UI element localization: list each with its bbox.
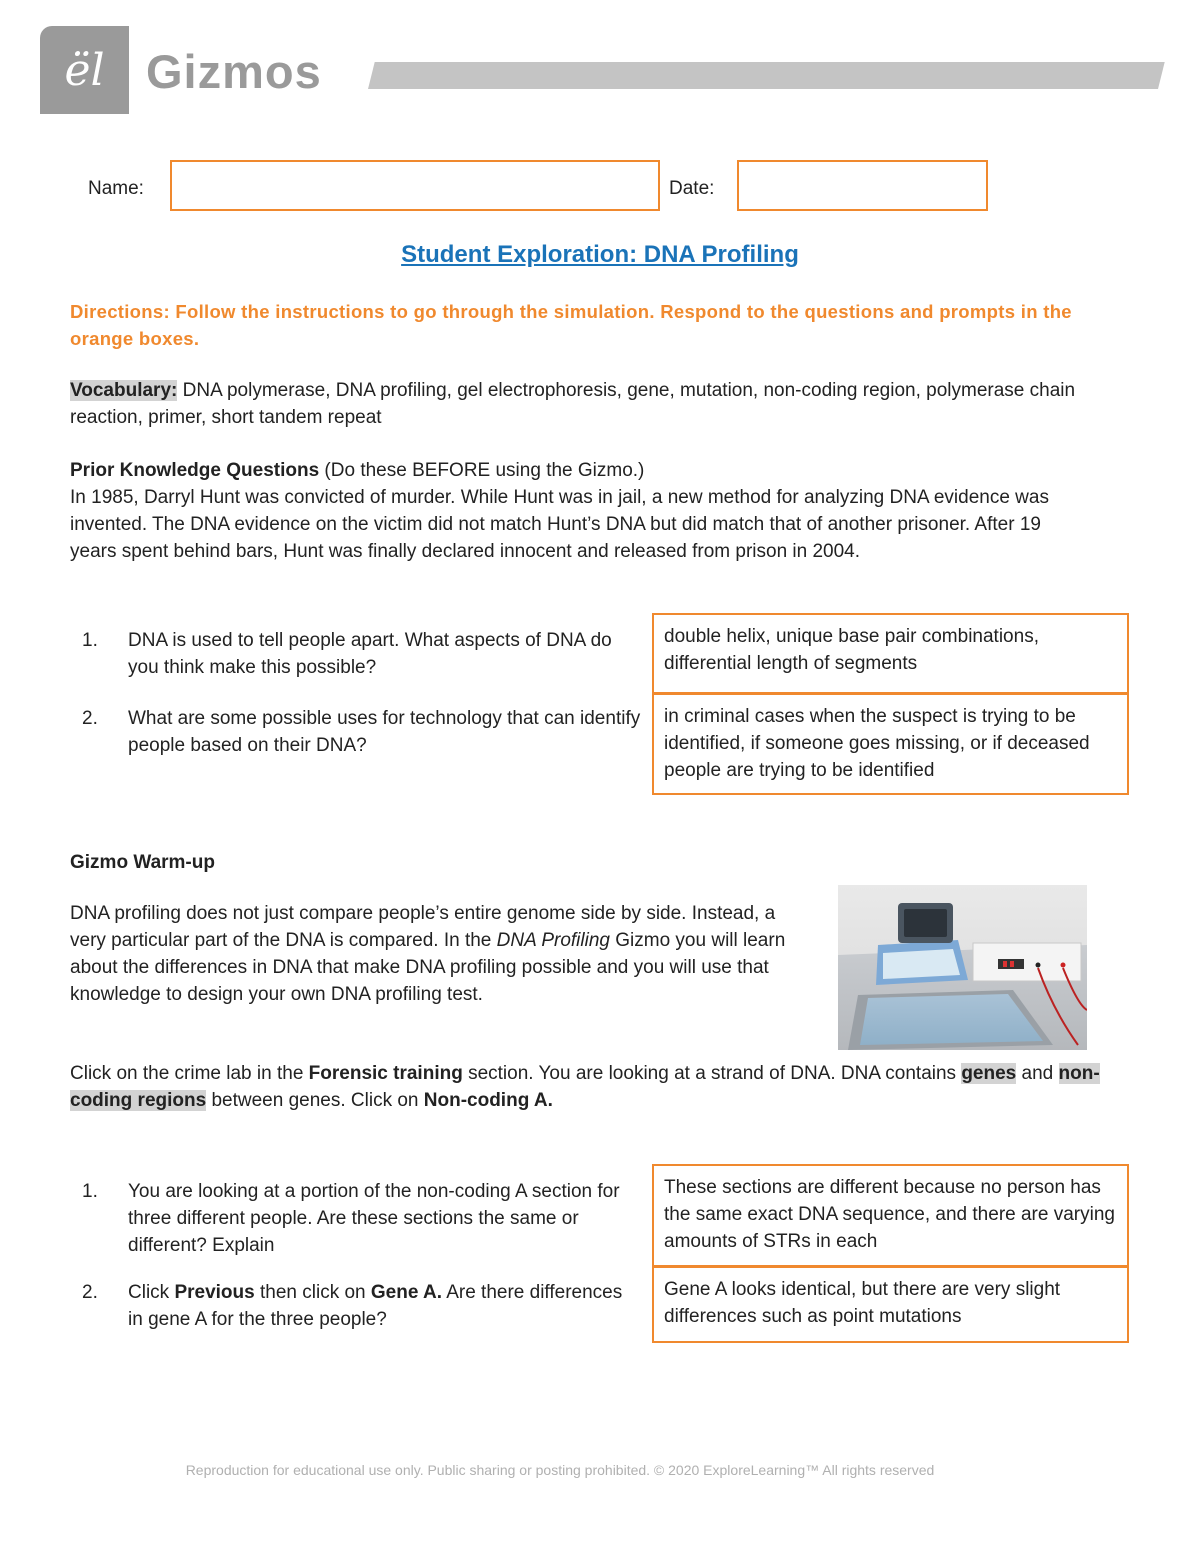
non-coding-a-term: Non-coding A. — [423, 1090, 553, 1111]
pk-question-1-number: 1. — [82, 630, 98, 651]
pk-answer-box — [652, 613, 1129, 795]
non-coding-regions-term: non-coding regions — [70, 1063, 1100, 1111]
name-field-box — [170, 160, 660, 211]
warmup-answer-2[interactable]: Gene A looks identical, but there are very slight differences such as point mutations — [664, 1278, 1061, 1327]
date-label: Date: — [669, 178, 715, 199]
prior-knowledge-heading: Prior Knowledge Questions — [70, 460, 320, 481]
name-label: Name: — [88, 178, 144, 199]
copyright-footer: Reproduction for educational use only. Public sharing or posting prohibited. © 2020 ExploreLearning™ All rights reserved — [185, 1462, 935, 1478]
date-field-box — [737, 160, 988, 211]
wq2-text-c: Are there differences in gene A for the three people? — [128, 1282, 623, 1330]
warmup-p1-text-b: Gizmo you will learn about the differences in DNA that make DNA profiling possible and you will use that knowledge to design your own DNA profiling test. — [70, 930, 786, 1005]
vocabulary-terms: DNA polymerase, DNA profiling, gel electrophoresis, gene, mutation, non-coding region, polymerase chain reaction, primer, short tandem repeat — [70, 380, 1076, 428]
pk-answer-2[interactable]: in criminal cases when the suspect is trying to be identified, if someone goes missing, or if deceased people are trying to be identified — [664, 705, 1090, 781]
brand-name: Gizmos — [146, 45, 322, 98]
warmup-paragraph-2 — [70, 1060, 1130, 1114]
prior-knowledge-heading-line — [70, 457, 1130, 484]
warmup-question-2-number: 2. — [82, 1282, 98, 1303]
lab-equipment-illustration — [838, 885, 1087, 1050]
pk-question-2-text: What are some possible uses for technology that can identify people based on their DNA? — [128, 708, 641, 756]
warmup-p2-text-c: and — [1016, 1063, 1059, 1084]
forensic-training-term: Forensic training — [308, 1063, 463, 1084]
warmup-question-2-text — [128, 1279, 638, 1333]
wq2-text-a: Click — [128, 1282, 175, 1303]
wq2-text-b: then click on — [254, 1282, 371, 1303]
warmup-answer-1[interactable]: These sections are different because no person has the same exact DNA sequence, and there are varying amounts of STRs in each — [664, 1177, 1115, 1252]
genes-term: genes — [961, 1063, 1017, 1084]
warmup-p1-text-a: DNA profiling does not just compare people’s entire genome side by side. Instead, a very particular part of the DNA is compared. In the — [70, 903, 776, 951]
directions-text: Directions: Follow the instructions to go through the simulation. Respond to the questions and prompts in the orange boxes. — [70, 301, 1072, 349]
header-bar — [368, 62, 1165, 89]
warmup-question-1-number: 1. — [82, 1181, 98, 1202]
warmup-p2-text-b: section. You are looking at a strand of DNA. DNA contains — [462, 1063, 962, 1084]
previous-term: Previous — [174, 1282, 255, 1303]
warmup-answer-box — [652, 1164, 1129, 1343]
gizmo-lab-image — [838, 885, 1087, 1050]
pk-question-1-text: DNA is used to tell people apart. What aspects of DNA do you think make this possible? — [128, 630, 612, 678]
warmup-question-1-text: You are looking at a portion of the non-coding A section for three different people. Are these sections the same or different? Explain — [128, 1181, 620, 1256]
warmup-p2-text-d: between genes. Click on — [206, 1090, 424, 1111]
explorelearning-logo-icon: ël — [64, 44, 105, 96]
prior-knowledge-intro: In 1985, Darryl Hunt was convicted of murder. While Hunt was in jail, a new method for analyzing DNA evidence was invented. The DNA evidence on the victim did not match Hunt’s DNA but did match that of another prisoner. After 19 years spent behind bars, Hunt was finally declared innocent and released from prison in 2004. — [70, 487, 1049, 562]
pk-question-2-number: 2. — [82, 708, 98, 729]
pk-answer-1[interactable]: double helix, unique base pair combinations, differential length of segments — [664, 626, 1039, 674]
name-field[interactable] — [172, 162, 658, 209]
date-field[interactable] — [739, 162, 986, 209]
page-title: Student Exploration: DNA Profiling — [401, 241, 799, 268]
warmup-p1-italic: DNA Profiling — [496, 930, 610, 951]
warmup-heading: Gizmo Warm-up — [70, 852, 215, 873]
warmup-p2-text-a: Click on the crime lab in the — [70, 1063, 309, 1084]
vocabulary-label: Vocabulary: — [70, 380, 178, 401]
gene-a-term: Gene A. — [370, 1282, 442, 1303]
vocabulary-paragraph — [70, 377, 1130, 431]
warmup-paragraph-1 — [70, 900, 795, 1008]
prior-knowledge-note: (Do these BEFORE using the Gizmo.) — [319, 460, 645, 481]
